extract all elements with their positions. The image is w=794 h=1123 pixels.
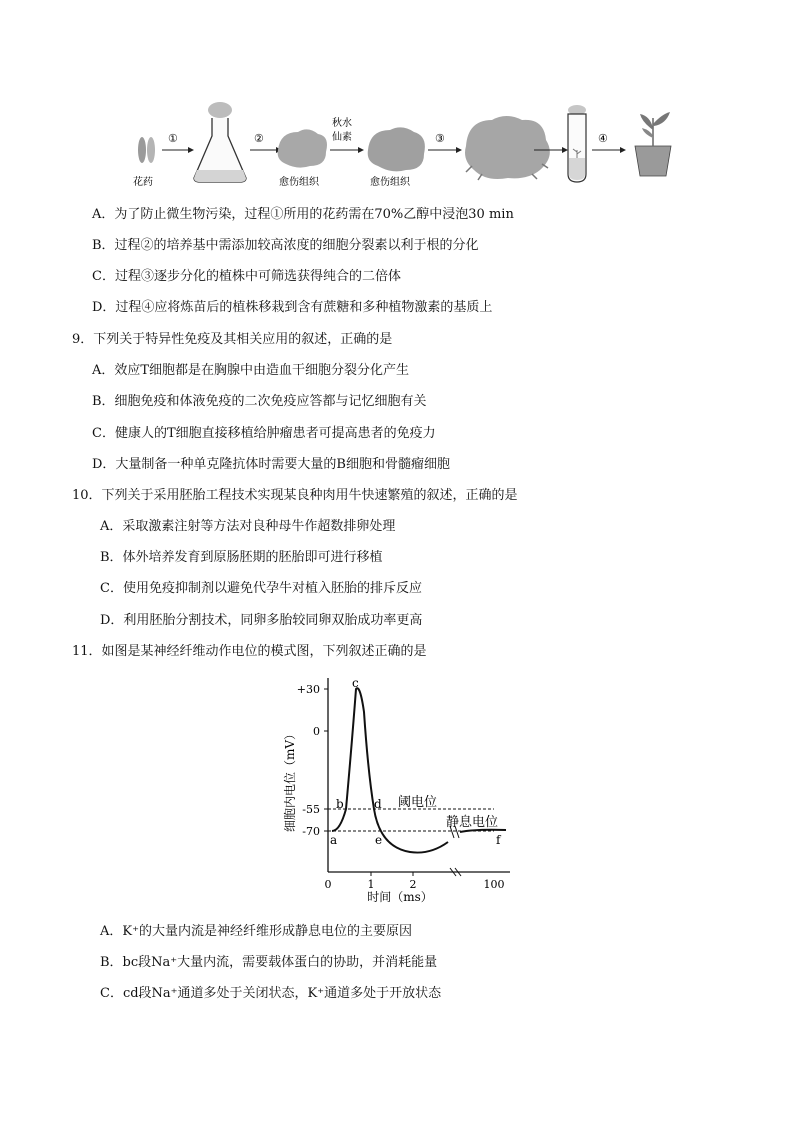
- flask-icon: [194, 102, 246, 182]
- q10-stem: 10．下列关于采用胚胎工程技术实现某良种肉用牛快速繁殖的叙述，正确的是: [72, 488, 518, 503]
- action-potential-graph: [270, 672, 520, 904]
- y-tick-minus55: -55: [302, 803, 320, 816]
- x-axis-title: 时间（ms）: [367, 890, 433, 904]
- step-3-label: ③: [435, 132, 445, 145]
- callus-2-label: 愈伤组织: [370, 177, 410, 188]
- callus-icon-1: [278, 129, 327, 167]
- q8-option-d: D．过程④应将炼苗后的植株移栽到含有蔗糖和多种植物激素的基质上: [92, 300, 493, 315]
- y-tick-plus30: +30: [296, 683, 320, 696]
- anther-label: 花药: [133, 177, 153, 188]
- x-tick-100: 100: [483, 878, 505, 891]
- test-tube-icon: [568, 105, 586, 182]
- y-tick-minus70: -70: [302, 825, 320, 838]
- step-1-label: ①: [168, 132, 178, 145]
- x-tick-2: 2: [409, 878, 417, 891]
- threshold-label: 阈电位: [398, 795, 438, 810]
- point-a-label: a: [330, 833, 338, 847]
- q11-stem: 11．如图是某神经纤维动作电位的模式图，下列叙述正确的是: [72, 644, 427, 659]
- step-2-label: ②: [254, 132, 264, 145]
- q11-option-a: A．K⁺的大量内流是神经纤维形成静息电位的主要原因: [100, 924, 412, 939]
- point-f-label: f: [496, 833, 501, 847]
- anther-icon: [138, 137, 155, 163]
- callus-icon-2: [368, 127, 425, 171]
- q10-option-b: B．体外培养发育到原肠胚期的胚胎即可进行移植: [100, 550, 383, 565]
- q10-option-a: A．采取激素注射等方法对良种母牛作超数排卵处理: [100, 519, 396, 534]
- x-tick-1: 1: [367, 878, 375, 891]
- point-b-label: b: [336, 797, 344, 811]
- q8-option-c: C．过程③逐步分化的植株中可筛选获得纯合的二倍体: [92, 269, 401, 284]
- potted-plant-icon: [635, 112, 671, 176]
- step-4-label: ④: [598, 132, 608, 145]
- point-c-label: c: [352, 676, 359, 690]
- q10-option-d: D．利用胚胎分割技术，同卵多胎较同卵双胎成功率更高: [100, 613, 423, 628]
- colchicine-label-line2: 仙素: [332, 132, 352, 143]
- resting-label: 静息电位: [446, 815, 499, 830]
- y-tick-0: 0: [313, 725, 320, 738]
- x-tick-0: 0: [324, 878, 332, 891]
- y-axis-title: 细胞内电位（mV）: [283, 727, 297, 833]
- differentiated-callus-icon: [465, 116, 550, 180]
- q8-option-b: B．过程②的培养基中需添加较高浓度的细胞分裂素以利于根的分化: [92, 238, 479, 253]
- q10-option-c: C．使用免疫抑制剂以避免代孕牛对植入胚胎的排斥反应: [100, 581, 422, 596]
- point-d-label: d: [374, 797, 382, 811]
- q9-option-d: D．大量制备一种单克隆抗体时需要大量的B细胞和骨髓瘤细胞: [92, 457, 450, 472]
- point-e-label: e: [375, 833, 383, 847]
- anther-culture-flow-diagram: [130, 100, 675, 192]
- q11-option-b: B．bc段Na⁺大量内流，需要载体蛋白的协助，并消耗能量: [100, 955, 438, 970]
- q9-option-b: B．细胞免疫和体液免疫的二次免疫应答都与记忆细胞有关: [92, 394, 427, 409]
- q11-option-c: C．cd段Na⁺通道多处于关闭状态，K⁺通道多处于开放状态: [100, 986, 442, 1001]
- q9-option-c: C．健康人的T细胞直接移植给肿瘤患者可提高患者的免疫力: [92, 426, 436, 441]
- q9-stem: 9．下列关于特异性免疫及其相关应用的叙述，正确的是: [72, 332, 393, 347]
- q9-option-a: A．效应T细胞都是在胸腺中由造血干细胞分裂分化产生: [92, 363, 410, 378]
- colchicine-label-line1: 秋水: [332, 118, 352, 129]
- q8-option-a: A．为了防止微生物污染，过程①所用的花药需在70%乙醇中浸泡30 min: [92, 207, 514, 222]
- callus-1-label: 愈伤组织: [279, 177, 319, 188]
